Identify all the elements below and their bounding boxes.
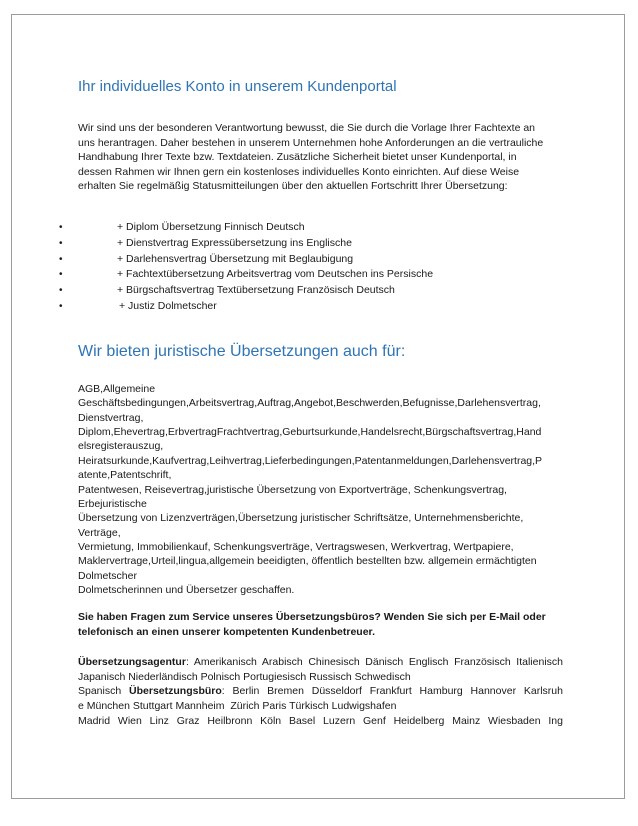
services-line: AGB,Allgemeine xyxy=(78,383,156,395)
cities-line: Madrid Wien Linz Graz Heilbronn Köln Basel Luzern Genf Heidelberg Mainz Wiesbaden Ing xyxy=(78,714,563,727)
list-item-text: + Dienstvertrag Expressübersetzung ins Englische xyxy=(117,236,352,249)
services-line: Heiratsurkunde,Kaufvertrag,Leihvertrag,Lieferbedingungen,Patentanmeldungen,Darlehensvertrag,P xyxy=(78,454,543,467)
office-label: Übersetzungsbüro xyxy=(129,685,222,698)
list-item-text: + Darlehensvertrag Übersetzung mit Beglaubigung xyxy=(117,252,354,265)
list-item-text: + Diplom Übersetzung Finnisch Deutsch xyxy=(117,221,305,233)
agency-label: Übersetzungsagentur xyxy=(78,656,186,668)
services-line: Maklervertrage,Urteil,lingua,allgemein beeidigten, öffentlich bestellten bzw. allgemein ermächtigten xyxy=(78,555,537,568)
services-line: Patentwesen, Reisevertrag,juristische Übersetzung von Exportverträge, Schenkungsvertrag, xyxy=(78,483,507,496)
bullet-icon: • xyxy=(59,237,63,249)
intro-line: uns herantragen. Daher bestehen in unserem Unternehmen hohe Anforderungen an die vertrauliche xyxy=(78,136,544,149)
cities-line: e München Stuttgart Mannheim Zürich Paris Türkisch Ludwigshafen xyxy=(78,700,397,713)
services-line: atente,Patentschrift, xyxy=(78,469,172,482)
bullet-icon: • xyxy=(59,285,63,297)
intro-line: Wir sind uns der besonderen Verantwortung bewusst, die Sie durch die Vorlage Ihrer Fachtexte an xyxy=(78,122,536,134)
list-item xyxy=(0,267,638,283)
bullet-icon: • xyxy=(59,253,63,265)
bullet-icon: • xyxy=(59,222,63,233)
services-line: Übersetzung von Lizenzverträgen,Übersetzung juristischer Schriftsätze, Unternehmensberichte, xyxy=(78,512,524,525)
contact-paragraph xyxy=(78,610,546,640)
list-item-text: + Justiz Dolmetscher xyxy=(119,299,217,312)
services-line: Diplom,Ehevertrag,ErbvertragFrachtvertrag,Geburtsurkunde,Handelsrecht,Bürgschaftsvertrag,Hand xyxy=(78,426,542,439)
list-item xyxy=(0,299,638,315)
bullet-icon: • xyxy=(59,300,63,312)
contact-line: telefonisch an einen unserer kompetenten Kundenbetreuer. xyxy=(78,626,375,638)
intro-paragraph xyxy=(78,121,543,194)
languages-line xyxy=(78,655,563,670)
services-line: elsregisterauszug, xyxy=(78,440,164,453)
languages-prefix: Spanisch xyxy=(78,685,130,698)
list-item-text: + Fachtextübersetzung Arbeitsvertrag vom Deutschen ins Persische xyxy=(117,268,434,281)
services-line: Geschäftsbedingungen,Arbeitsvertrag,Auftrag,Angebot,Beschwerden,Befugnisse,Darlehensvertrag, xyxy=(78,397,541,410)
service-bullet-list xyxy=(0,220,638,315)
section-heading-customer-portal: Ihr individuelles Konto in unserem Kundenportal xyxy=(78,78,397,95)
languages-paragraph xyxy=(78,655,563,729)
services-line: Dolmetscher xyxy=(78,569,137,582)
services-paragraph xyxy=(78,382,542,597)
list-item xyxy=(0,236,638,252)
section-heading-legal-translations: Wir bieten juristische Übersetzungen auch für: xyxy=(78,343,406,360)
intro-line: erhalten Sie regelmäßig Statusmitteilungen über den aktuellen Fortschritt Ihrer Übersetzung: xyxy=(78,180,508,193)
contact-line: Sie haben Fragen zum Service unseres Übersetzungsbüros? Wenden Sie sich per E-Mail oder xyxy=(78,611,546,623)
cities-text: : Berlin Bremen Düsseldorf Frankfurt Hamburg Hannover Karlsruh xyxy=(221,685,563,698)
bullet-icon: • xyxy=(59,269,63,281)
services-line: Dolmetscherinnen und Übersetzer geschaffen. xyxy=(78,584,295,597)
list-item-text: + Bürgschaftsvertrag Textübersetzung Französisch Deutsch xyxy=(117,284,395,297)
intro-line: dessen Rahmen wir Ihnen gern ein kostenloses individuelles Konto einrichten. Auf diese Weise xyxy=(78,165,520,178)
languages-line xyxy=(78,684,563,699)
languages-line: Japanisch Niederländisch Polnisch Portugiesisch Russisch Schwedisch xyxy=(78,670,411,683)
intro-line: Handhabung Ihrer Texte bzw. Textdateien. Zusätzliche Sicherheit bietet unser Kundenportal, in xyxy=(78,151,517,164)
services-line: Vermietung, Immobilienkauf, Schenkungsverträge, Vertragswesen, Werkvertrag, Wertpapiere, xyxy=(78,540,514,553)
list-item xyxy=(0,252,638,268)
list-item xyxy=(0,220,638,236)
services-line: Erbejuristische xyxy=(78,497,147,510)
languages-text: : Amerikanisch Arabisch Chinesisch Dänisch Englisch Französisch Italienisch xyxy=(185,656,563,668)
list-item xyxy=(0,283,638,299)
services-line: Dienstvertrag, xyxy=(78,411,144,424)
services-line: Verträge, xyxy=(78,526,121,539)
